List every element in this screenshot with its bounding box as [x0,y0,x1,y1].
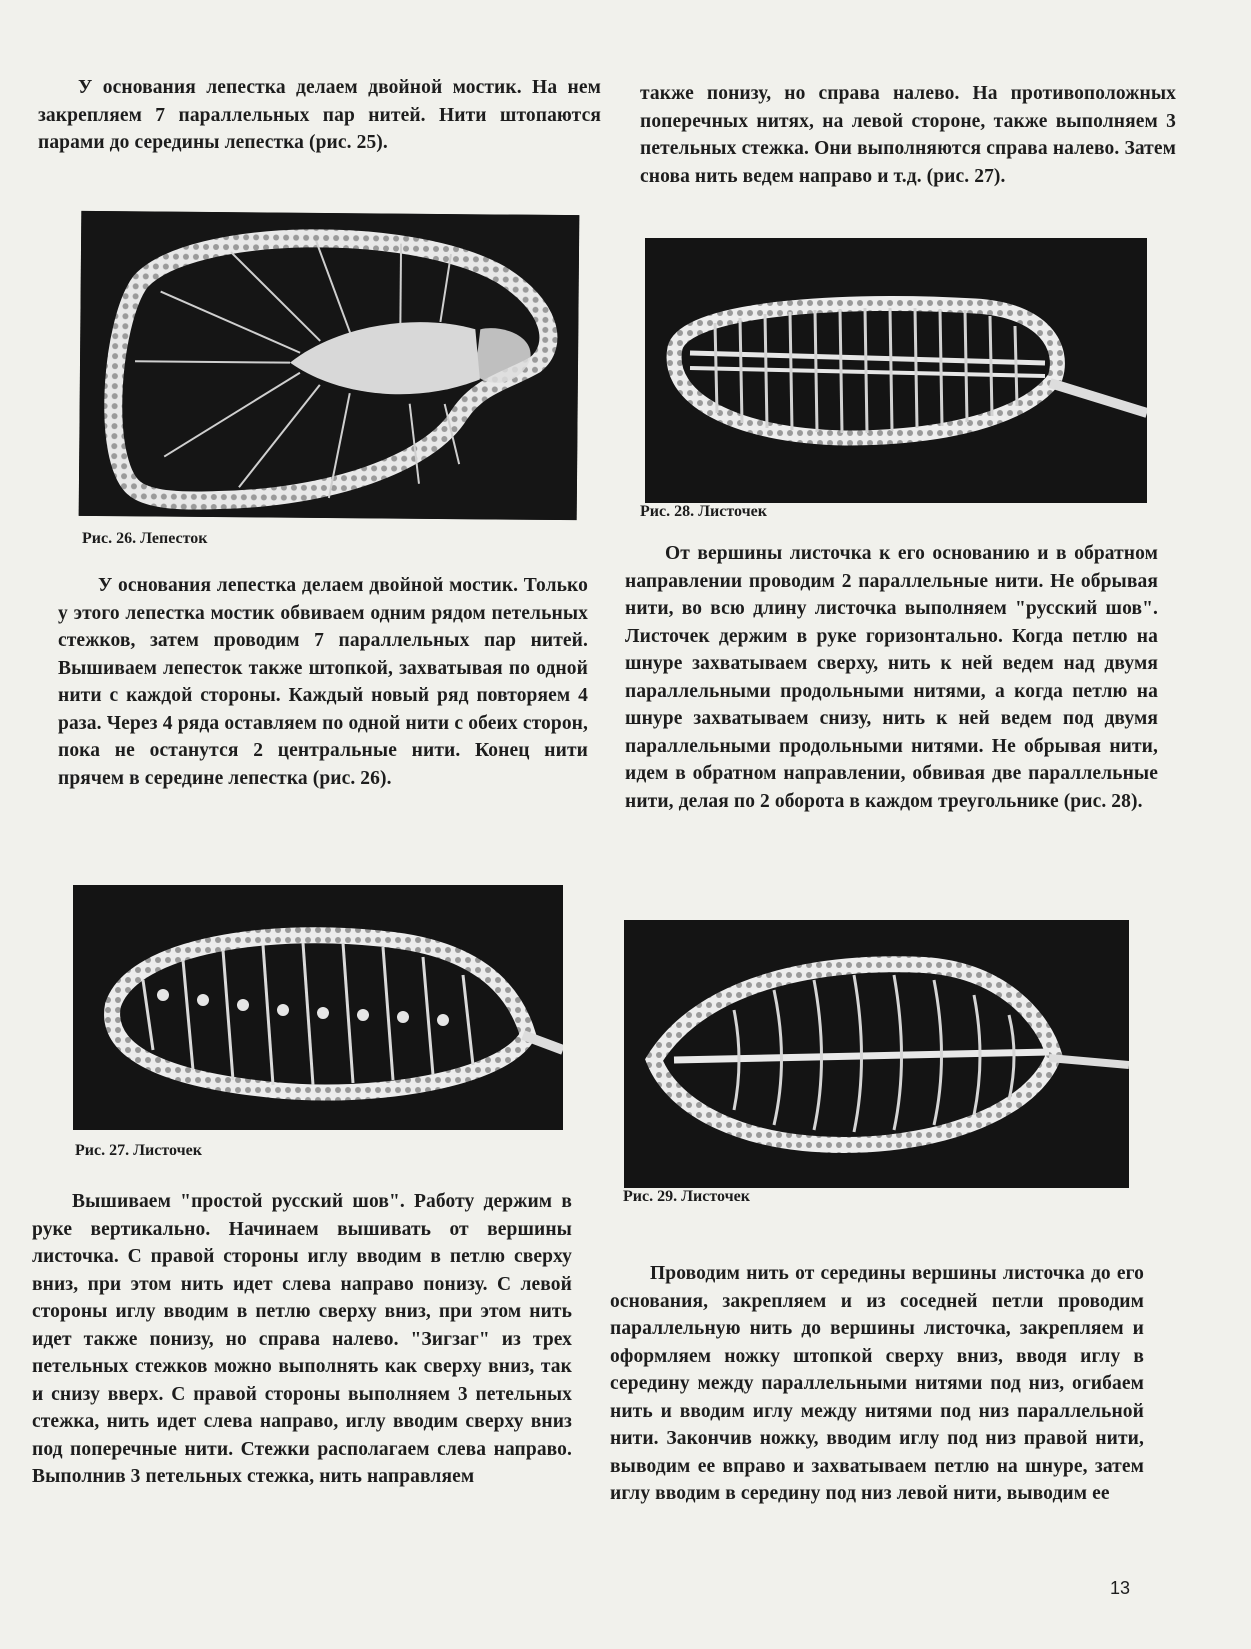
left-text-top [38,74,601,157]
paragraph: У основания лепестка делаем двойной мостик. Только у этого лепестка мостик обвиваем одним рядом петельных стежков, затем проводим 7 параллельных пар нитей. Вышиваем лепесток также штопкой, захватывая по одной нити с каждой стороны. Каждый новый ряд повторяем 4 раза. Через 4 ряда оставляем по одной нити с обеих сторон, пока не останутся 2 центральные нити. Конец нити прячем в середине лепестка (рис. 26). [58,575,588,789]
right-text-middle [625,540,1158,815]
right-text-bottom [610,1260,1144,1508]
paragraph: У основания лепестка делаем двойной мостик. На нем закрепляем 7 параллельных пар нитей. Нити штопаются парами до середины лепестка (рис. 25). [38,77,601,153]
right-text-top [640,80,1176,190]
paragraph: От вершины листочка к его основанию и в обратном направлении проводим 2 параллельные нити. Не обрывая нити, во всю длину листочка выполняем "русский шов". Листочек держим в руке горизонтально. Когда петлю на шнуре захватываем сверху, нить к ней ведем над двумя параллельными продольными нитями, а когда петлю на шнуре захватываем снизу, нить к ней ведем под двумя параллельными продольными нитями. Не обрывая нити, идем в обратном направлении, обвивая две параллельные нити, делая по 2 оборота в каждом треугольнике (рис. 28). [625,543,1158,812]
paragraph: также понизу, но справа налево. На противоположных поперечных нитях, на левой стороне, также выполняем 3 петельных стежка. Они выполняются справа налево. Затем снова нить ведем направо и т.д. (рис. 27). [640,83,1176,187]
figure-26-photo [79,211,580,520]
left-text-middle [58,572,588,792]
page-number: 13 [1110,1578,1131,1598]
figure-26-caption: Рис. 26. Лепесток [82,530,208,547]
figure-29-photo [624,920,1129,1188]
figure-28-caption: Рис. 28. Листочек [640,503,767,520]
figure-27-caption: Рис. 27. Листочек [75,1142,202,1159]
figure-29-caption: Рис. 29. Листочек [623,1188,750,1205]
figure-28-photo [645,238,1147,503]
paragraph: Вышиваем "простой русский шов". Работу держим в руке вертикально. Начинаем вышивать от вершины листочка. С правой стороны иглу вводим в петлю сверху вниз, при этом нить идет слева направо понизу. С левой стороны иглу вводим в петлю сверху вниз, при этом нить идет также понизу, но справа налево. "Зигзаг" из трех петельных стежков можно выполнять как сверху вниз, так и снизу вверх. С правой стороны выполняем 3 петельных стежка, нить идет слева направо, иглу вводим сверху вниз под поперечные нити. Стежки располагаем слева направо. Выполнив 3 петельных стежка, нить направляем [32,1191,572,1487]
figure-27-photo [73,885,563,1130]
paragraph: Проводим нить от середины вершины листочка до его основания, закрепляем и из соседней петли проводим параллельную нить до вершины листочка, закрепляем и оформляем ножку штопкой сверху вниз, вводя иглу в середину между параллельными нитями под низ, огибаем нить и вводим иглу между нитями под низ параллельной нити. Закончив ножку, вводим иглу под низ правой нити, выводим ее вправо и захватываем петлю на шнуре, затем иглу вводим в середину под низ левой нити, выводим ее [610,1263,1144,1504]
left-text-bottom [32,1188,572,1491]
